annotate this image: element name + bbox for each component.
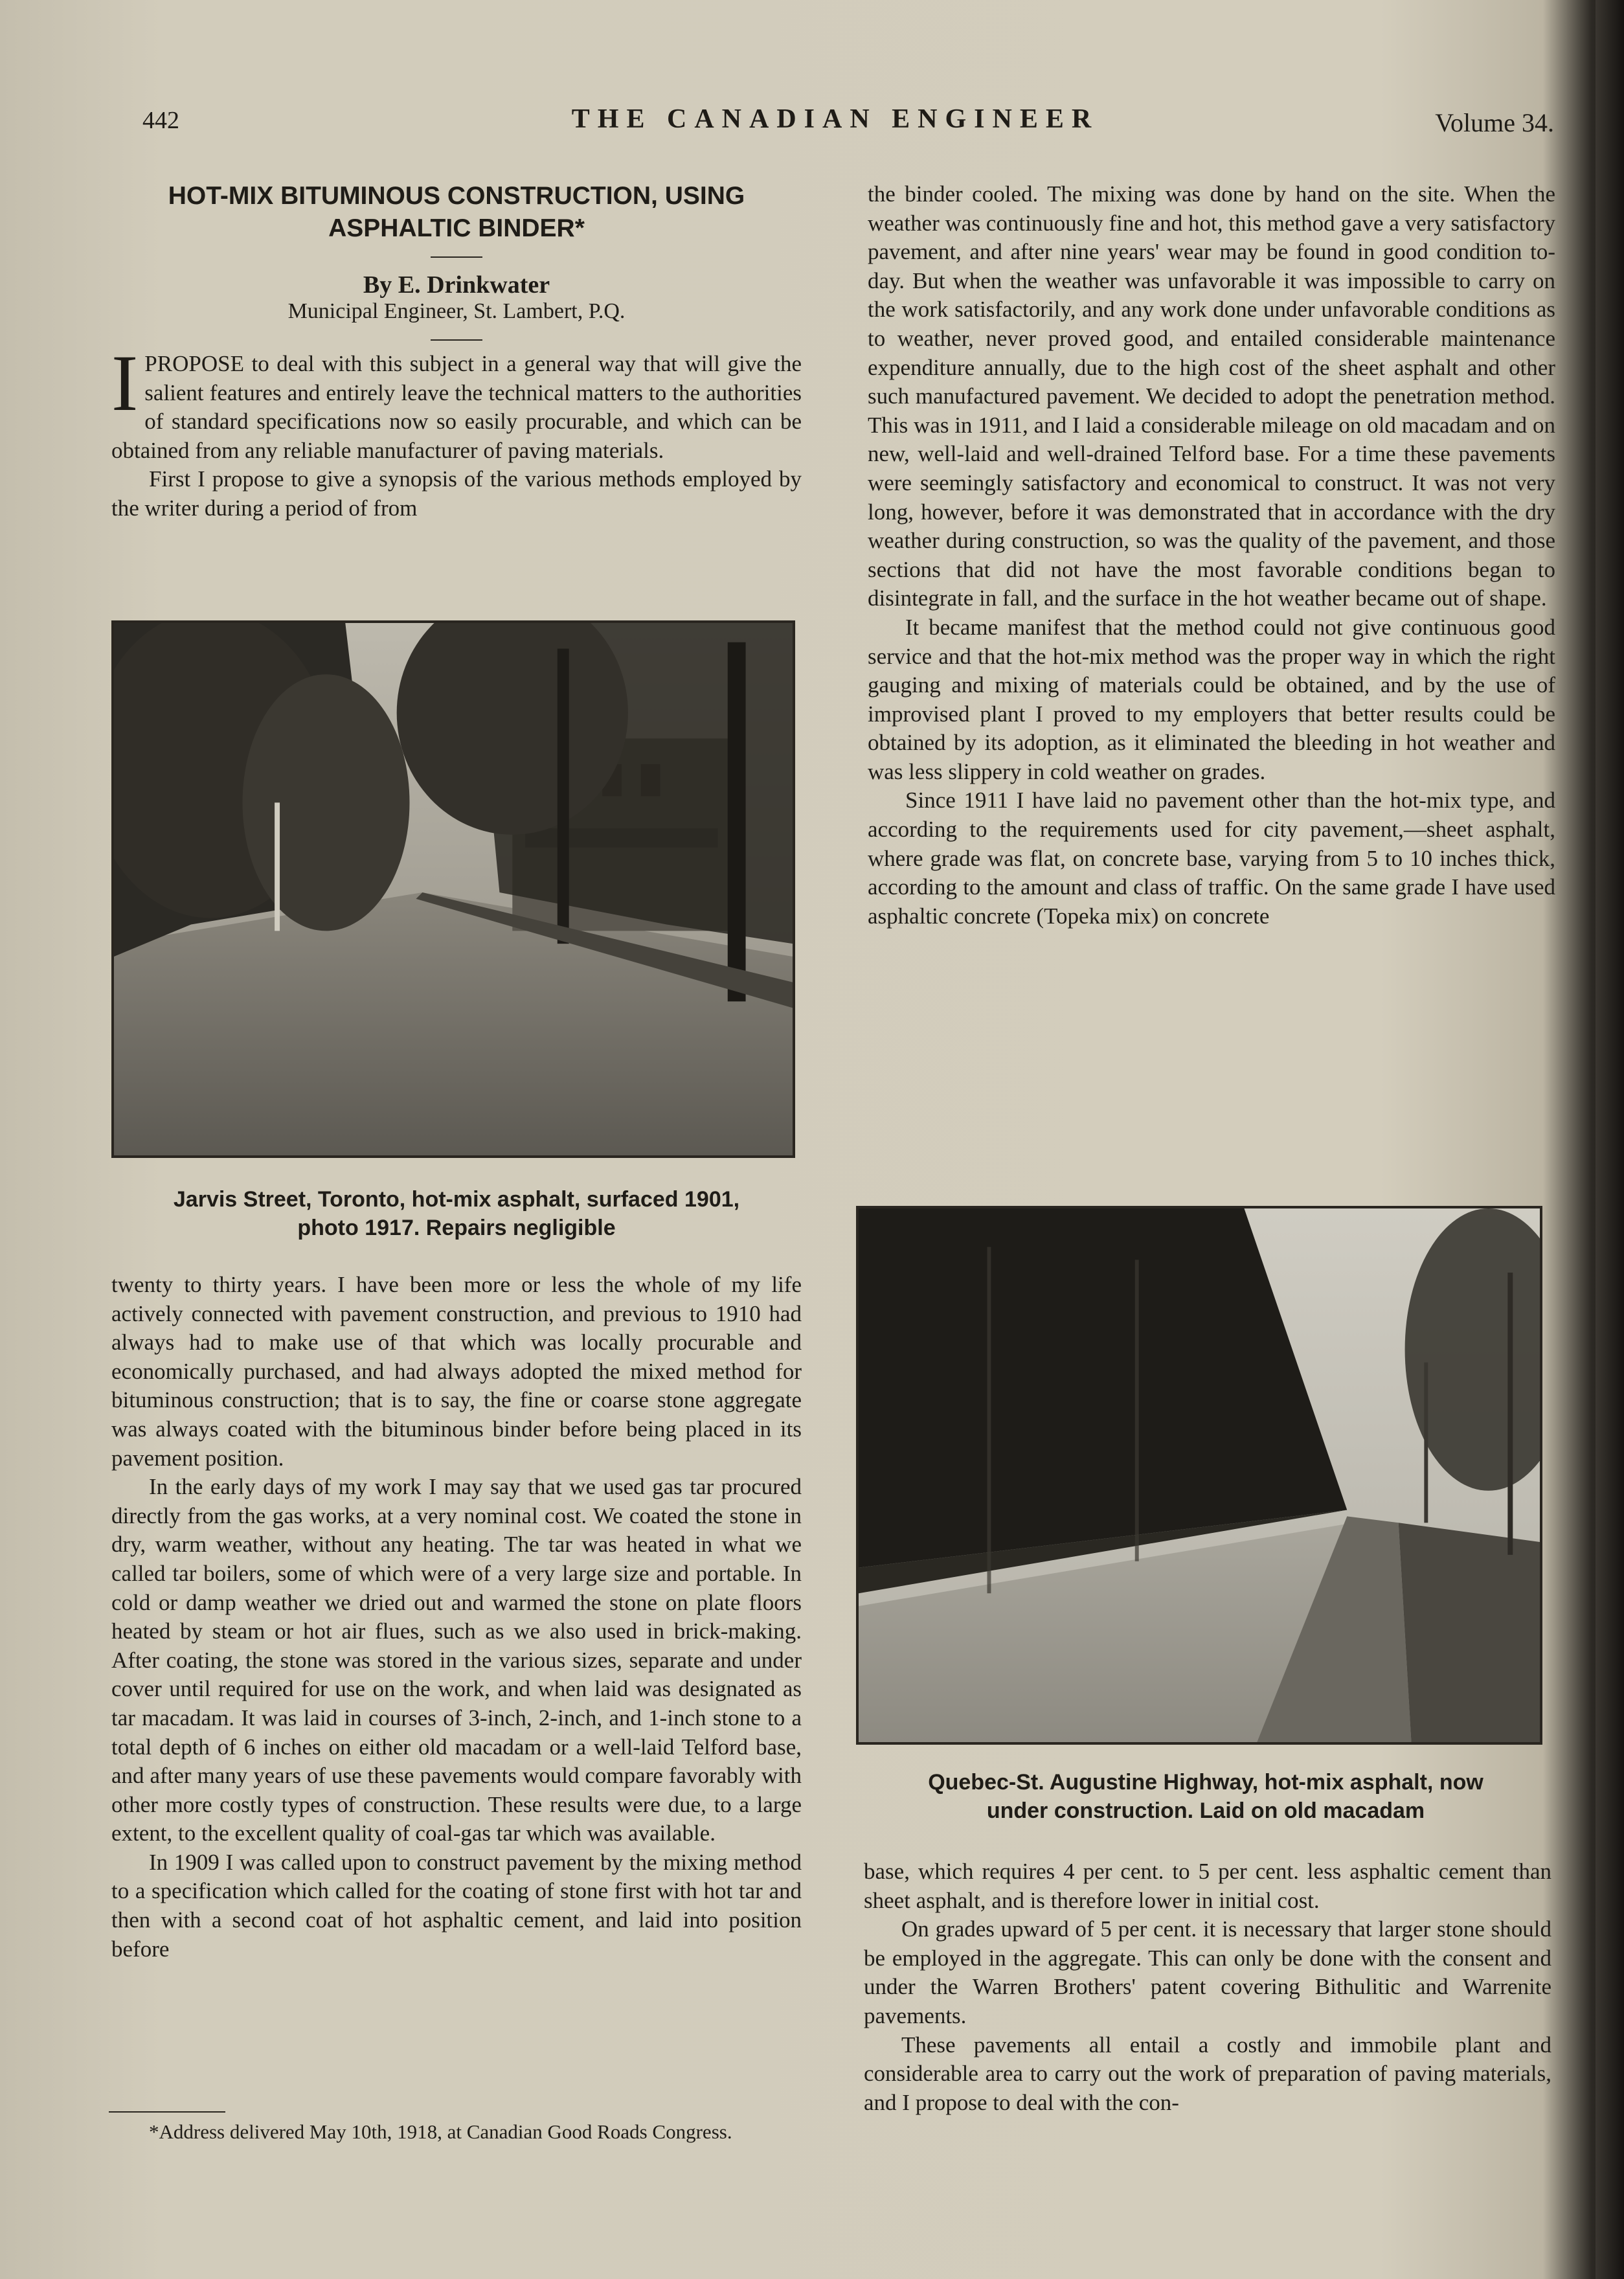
article-title [111,180,802,245]
paragraph: Since 1911 I have laid no pavement other than the hot-mix type, and according to the requirements used for city pavement,—sheet asphalt, where grade was flat, on concrete base, varying from 5 to 10 inches thick, according to the amount and class of traffic. On the same grade I have used asphaltic concrete (Topeka mix) on concrete [868,788,1555,929]
running-header [110,104,1561,142]
footnote-rule [109,2111,225,2113]
quebec-photo-caption: Quebec-St. Augustine Highway, hot-mix asphalt, now under construction. Laid on old macadam [928,1770,1483,1823]
article-title-line-1: HOT-MIX BITUMINOUS CONSTRUCTION, USING [168,182,745,210]
paragraph: These pavements all entail a costly and immobile plant and considerable area to carry out the work of preparation of paving materials, and I propose to deal with the con- [864,2032,1551,2115]
intro-paragraph: IPROPOSE to deal with this subject in a general way that will give the salient features and entirely leave the technical matters to the authorities of standard specifications now so easily procurable, and which can be obtained from any reliable manufacturer of paving materials. [111,339,802,463]
right-column-top [868,180,1555,931]
paragraph: base, which requires 4 per cent. to 5 per cent. less asphaltic cement than sheet asphalt, and is therefore lower in initial cost. [864,1859,1551,1913]
left-column-top [111,339,802,523]
paragraph: twenty to thirty years. I have been more or less the whole of my life actively connected with pavement construction, and previous to 1910 had always had to make use of that which was locally procurable and economically purchased, and had always adopted the mixed method for bituminous construction; that is to say, the fine or coarse stone aggregate was always coated with the bituminous binder before being placed in its pavement position. [111,1272,802,1471]
footnote: *Address delivered May 10th, 1918, at Canadian Good Roads Congress. [149,2120,732,2143]
left-column-bottom [111,1271,802,1964]
paragraph: First I propose to give a synopsis of the various methods employed by the writer during a period of from [111,466,802,521]
article-title-line-2: ASPHALTIC BINDER* [328,214,585,242]
paragraph: In the early days of my work I may say that we used gas tar procured directly from the gas works, at a very nominal cost. We coated the stone in dry, warm weather, without any heating. The tar was heated in what we called tar boilers, some of which were of a very large size and portable. In cold or damp weather we dried out and warmed the stone on plate floors heated by steam or hot air flues, such as we also used in brick-making. After coating, the stone was stored in the various sizes, separate and under cover until required for use on the work, and when laid was designated as tar macadam. It was laid in courses of 3-inch, 2-inch, and 1-inch stone to a total depth of 6 inches on either old macadam or a well-laid Telford base, and after many years of use these pavements would compare favorably with other more costly types of construction. These results were due, to a large extent, to the excellent quality of coal-gas tar which was available. [111,1474,802,1846]
book-spine-shadow [1596,0,1624,2279]
title-rule [431,256,482,258]
volume-label: Volume 34. [1435,108,1554,137]
byline-rule [431,339,482,341]
author-byline: By E. Drinkwater [363,271,550,299]
drop-cap: I [111,339,139,427]
paragraph: In 1909 I was called upon to construct pavement by the mixing method to a specification which called for the coating of stone first with hot tar and then with a second coat of hot asphaltic cement, and laid into position before [111,1849,802,1962]
jarvis-street-photo [111,620,795,1158]
journal-title: THE CANADIAN ENGINEER [571,104,1100,134]
paragraph: On grades upward of 5 per cent. it is necessary that larger stone should be employed in the aggregate. This can only be done with the consent and under the Warren Brothers' patent covering Bithulitic and Warrenite pavements. [864,1916,1551,2028]
paragraph: the binder cooled. The mixing was done by hand on the site. When the weather was continuously fine and hot, this method gave a very satisfactory pavement, and after nine years' wear may be found in good condition to-day. But when the weather was unfavorable it was impossible to carry on the work satisfactorily, and any work done under unfavorable conditions as to weather, never proved good, and entailed considerable maintenance expenditure annually, due to the high cost of the sheet asphalt and other such manufactured pavement. We decided to adopt the penetration method. This was in 1911, and I laid a considerable mileage on old macadam and on new, well-laid and well-drained Telford base. For a time these pavements were seemingly satisfactory and economical to construct. It was not very long, however, before it was demonstrated that in accordance with the dry weather during construction, so was the quality of the pavement, and those sections that did not have the most favorable conditions began to disintegrate in fall, and the surface in the hot weather became out of shape. [868,181,1555,611]
page-number: 442 [142,107,179,134]
right-column-bottom [864,1857,1551,2117]
author-affiliation: Municipal Engineer, St. Lambert, P.Q. [288,299,626,323]
paragraph: It became manifest that the method could not give continuous good service and that the hot-mix method was the proper way in which the right gauging and mixing of materials could be obtained, and by the use of improvised plant I proved to my employers that better results could be obtained by its adoption, as it eliminated the bleeding in hot weather and was less slippery in cold weather on grades. [868,614,1555,784]
quebec-highway-photo [856,1206,1542,1745]
jarvis-photo-caption: Jarvis Street, Toronto, hot-mix asphalt, surfaced 1901, photo 1917. Repairs negligible [173,1187,740,1240]
